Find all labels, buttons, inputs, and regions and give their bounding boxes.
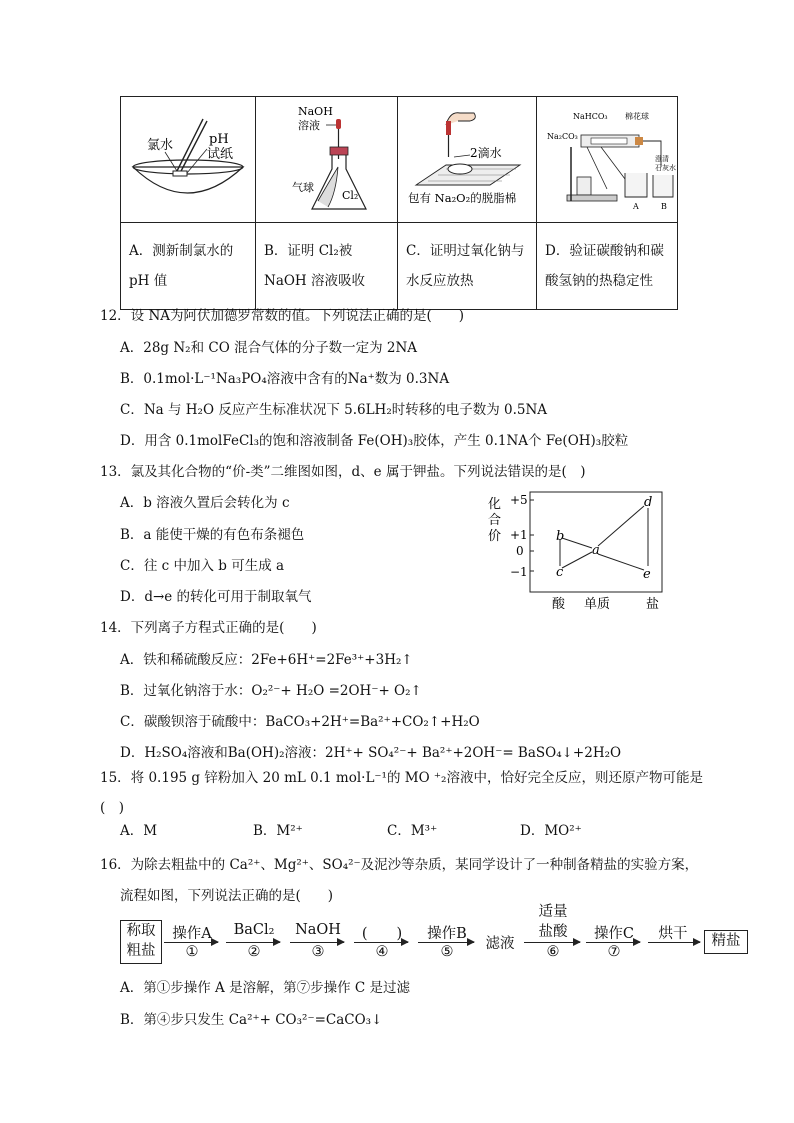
experiment-table xyxy=(120,96,678,310)
na2o2-cotton-diagram xyxy=(398,97,536,218)
q15-option-c: C．M³⁺ xyxy=(387,823,438,839)
xtick-acid: 酸 xyxy=(552,597,566,612)
q13-option-d: D．d→e 的转化可用于制取氧气 xyxy=(120,589,312,605)
chart-ylabel-3: 价 xyxy=(488,529,502,544)
label-b: B xyxy=(661,202,667,211)
flow-step4-num: ④ xyxy=(375,944,389,960)
flow-step5-num: ⑤ xyxy=(440,944,454,960)
q16-stem-line2: 流程如图，下列说法正确的是( ) xyxy=(120,888,334,904)
label-cottonball: 棉花球 xyxy=(625,112,649,121)
q12-option-b: B．0.1mol·L⁻¹Na₃PO₄溶液中含有的Na⁺数为 0.3NA xyxy=(120,371,450,387)
ytick-minus1: −1 xyxy=(510,565,528,579)
label-naoh: NaOH xyxy=(298,105,333,118)
flow-step4-label: ( ) xyxy=(361,926,403,942)
caption-a: A．测新制氯水的pH 值 xyxy=(121,223,256,310)
flow-step3-num: ③ xyxy=(311,944,325,960)
flow-step6-num: ⑥ xyxy=(546,944,560,960)
label-2-drops: 2滴水 xyxy=(470,146,502,160)
q13-option-a: A．b 溶液久置后会转化为 c xyxy=(120,495,290,511)
carbonate-heating-diagram xyxy=(537,97,677,218)
flow-arrow-3 xyxy=(290,942,344,943)
caption-d: D．验证碳酸钠和碳酸氢钠的热稳定性 xyxy=(537,223,678,310)
flow-step2-num: ② xyxy=(247,944,261,960)
label-limewater: 澄清石灰水 xyxy=(655,155,676,172)
chart-ylabel-2: 合 xyxy=(488,513,502,528)
flow-arrow-1 xyxy=(164,942,218,943)
flow-step1-num: ① xyxy=(185,944,199,960)
flow-step8-label: 烘干 xyxy=(658,926,688,942)
diagram-ph-test xyxy=(121,97,256,223)
flow-end-box: 精盐 xyxy=(704,930,748,954)
q15-stem-line1: 15．将 0.195 g 锌粉加入 20 mL 0.1 mol·L⁻¹的 MO ⁺₂溶液中，恰好完全反应，则还原产物可能是 xyxy=(100,770,703,786)
q12-option-d: D．用含 0.1molFeCl₃的饱和溶液制备 Fe(OH)₃胶体，产生 0.1NA个 Fe(OH)₃胶粒 xyxy=(120,433,629,449)
ytick-plus1: +1 xyxy=(510,528,528,542)
flow-arrow-5 xyxy=(418,942,474,943)
ytick-plus5: +5 xyxy=(510,493,528,507)
salt-purification-flowchart xyxy=(120,904,750,968)
flow-arrow-6 xyxy=(524,942,580,943)
xtick-salt: 盐 xyxy=(646,597,660,612)
q14-option-d: D．H₂SO₄溶液和Ba(OH)₂溶液：2H⁺+ SO₄²⁻+ Ba²⁺+2OH⁻= BaSO₄↓+2H₂O xyxy=(120,745,622,761)
q15-option-d: D．MO²⁺ xyxy=(520,823,582,839)
caption-c: C．证明过氧化钠与水反应放热 xyxy=(398,223,537,310)
flow-step3-label: NaOH xyxy=(295,922,341,938)
q14-option-a: A．铁和稀硫酸反应：2Fe+6H⁺=2Fe³⁺+3H₂↑ xyxy=(120,652,413,668)
ytick-0: 0 xyxy=(516,544,524,558)
q13-option-c: C．往 c 中加入 b 可生成 a xyxy=(120,558,285,574)
label-cotton: 包有 Na₂O₂的脱脂棉 xyxy=(408,191,517,205)
flow-arrow-4 xyxy=(354,942,408,943)
flow-step1-label: 操作A xyxy=(172,926,212,942)
flow-step7-num: ⑦ xyxy=(607,944,621,960)
point-a: a xyxy=(592,543,600,558)
chart-ylabel-1: 化 xyxy=(488,497,502,512)
point-d: d xyxy=(644,495,653,510)
point-c: c xyxy=(556,565,564,580)
q13-stem: 13．氯及其化合物的“价-类”二维图如图，d、e 属于钾盐。下列说法错误的是( ) xyxy=(100,464,586,480)
q15-stem-line2: ( ) xyxy=(100,800,125,816)
label-na2co3: Na₂CO₃ xyxy=(547,132,578,141)
q12-option-c: C．Na 与 H₂O 反应产生标准状况下 5.6LH₂时转移的电子数为 0.5NA xyxy=(120,402,548,418)
label-nahco3: NaHCO₃ xyxy=(573,112,608,121)
flow-start-box: 称取 粗盐 xyxy=(120,920,162,964)
label-chlorine-water: 氯水 xyxy=(147,138,174,153)
q12-stem: 12．设 NA为阿伏加德罗常数的值。下列说法正确的是( ) xyxy=(100,308,465,324)
q16-stem-line1: 16．为除去粗盐中的 Ca²⁺、Mg²⁺、SO₄²⁻及泥沙等杂质，某同学设计了一种制备精盐的实验方案， xyxy=(100,857,699,873)
label-a: A xyxy=(633,202,639,211)
label-balloon: 气球 xyxy=(292,181,314,194)
q14-option-b: B．过氧化钠溶于水：O₂²⁻+ H₂O =2OH⁻+ O₂↑ xyxy=(120,683,422,699)
flow-step7-label: 操作C xyxy=(593,926,635,942)
q13-option-b: B．a 能使干燥的有色布条褪色 xyxy=(120,527,305,543)
label-ph-paper: pH 试纸 xyxy=(207,132,234,162)
flow-step5-label: 操作B xyxy=(427,926,467,942)
q16-option-a: A．第①步操作 A 是溶解，第⑦步操作 C 是过滤 xyxy=(120,980,410,996)
q15-option-b: B．M²⁺ xyxy=(253,823,303,839)
flow-arrow-7 xyxy=(586,942,640,943)
chlorine-water-ph-diagram xyxy=(121,97,255,218)
xtick-element: 单质 xyxy=(584,597,611,612)
diagram-carbonate-stability xyxy=(537,97,678,223)
q15-option-a: A．M xyxy=(120,823,158,839)
point-b: b xyxy=(556,529,565,544)
flow-filtrate: 滤液 xyxy=(485,936,515,952)
flow-step6-label: 适量 盐酸 xyxy=(538,904,568,940)
q14-stem: 14．下列离子方程式正确的是( ) xyxy=(100,620,317,636)
q12-option-a: A．28g N₂和 CO 混合气体的分子数一定为 2NA xyxy=(120,340,418,356)
q14-option-c: C．碳酸钡溶于硫酸中：BaCO₃+2H⁺=Ba²⁺+CO₂↑+H₂O xyxy=(120,714,480,730)
cl2-naoh-flask-diagram xyxy=(256,97,397,218)
diagram-na2o2-heat xyxy=(398,97,537,223)
flow-step2-label: BaCl₂ xyxy=(233,922,275,938)
caption-b: B．证明 Cl₂被NaOH 溶液吸收 xyxy=(256,223,398,310)
label-solution: 溶液 xyxy=(298,119,320,132)
flow-arrow-8 xyxy=(648,942,700,943)
flow-arrow-2 xyxy=(226,942,280,943)
valence-class-chart xyxy=(482,486,682,616)
q16-option-b: B．第④步只发生 Ca²⁺+ CO₃²⁻=CaCO₃↓ xyxy=(120,1012,383,1028)
point-e: e xyxy=(643,567,651,582)
diagram-cl2-absorb xyxy=(256,97,398,223)
label-cl2: Cl₂ xyxy=(342,189,359,202)
